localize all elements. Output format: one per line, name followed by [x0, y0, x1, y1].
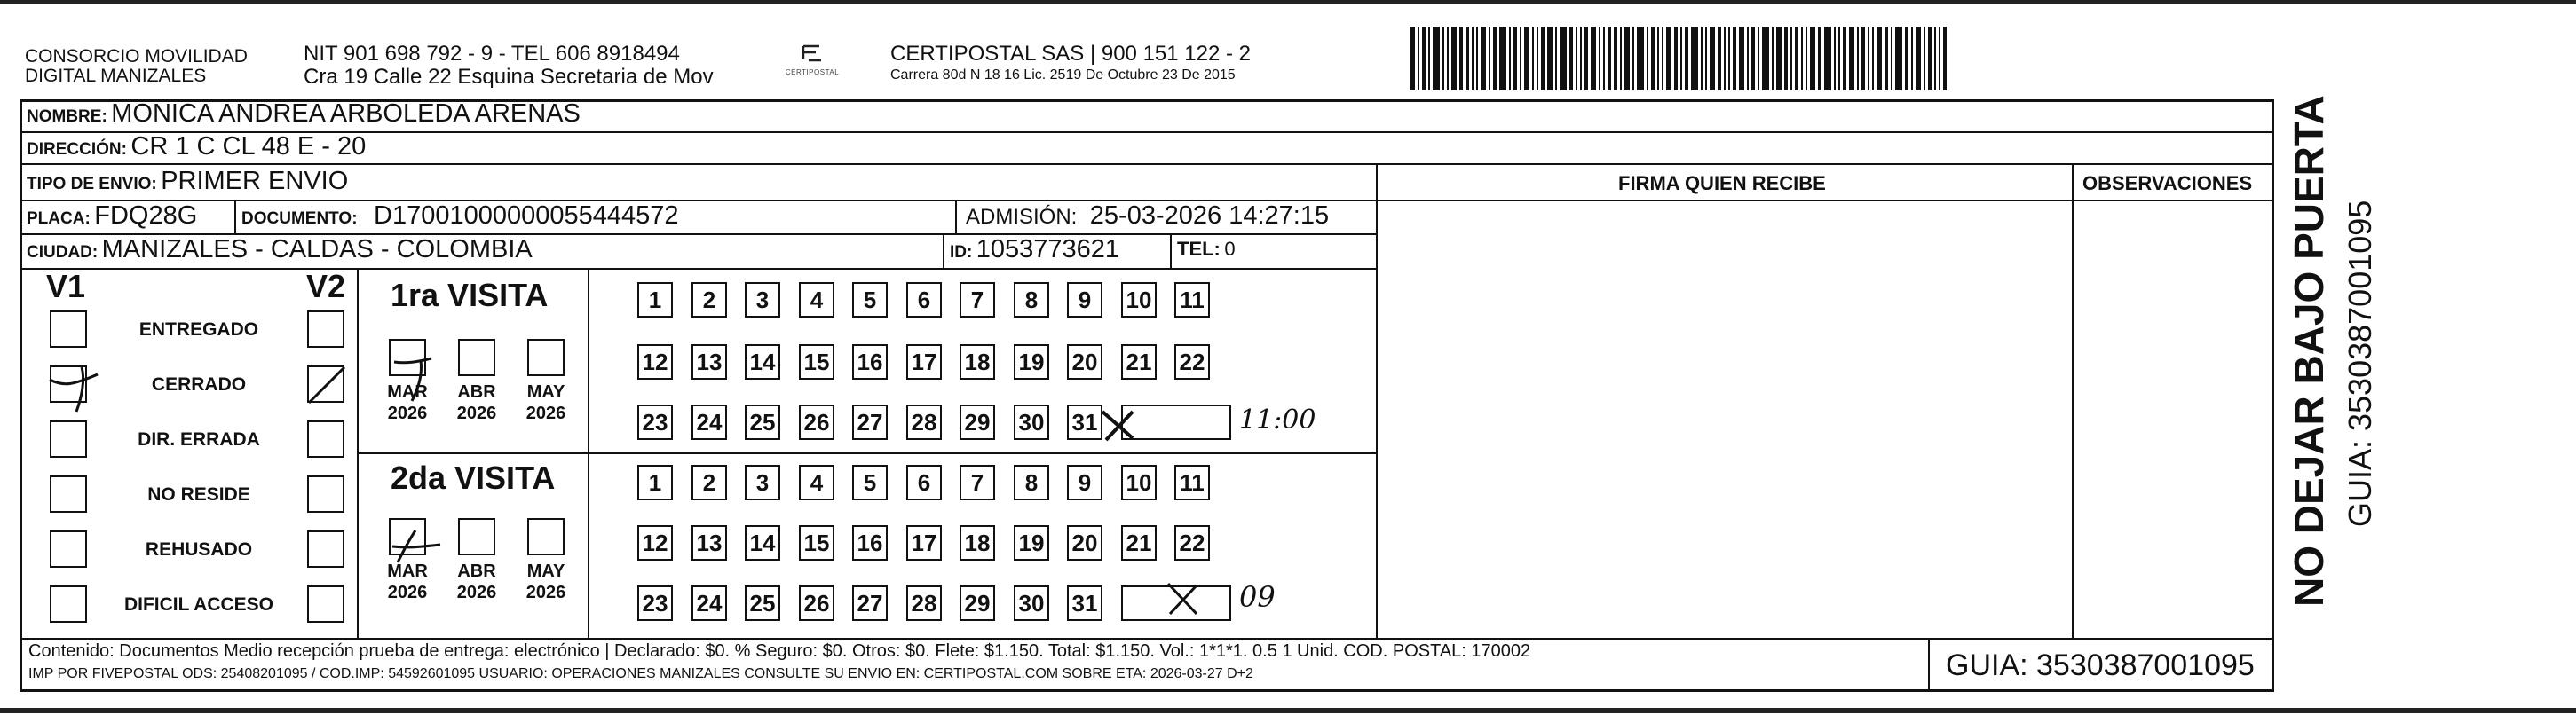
- barcode-bar: [1751, 27, 1755, 90]
- day-box-4[interactable]: 4: [799, 282, 834, 318]
- day-box-3[interactable]: 3: [745, 465, 780, 500]
- month-year: 2026: [456, 583, 497, 602]
- month-checkbox[interactable]: [458, 518, 495, 555]
- side-guia: GUIA: 3530387001095: [2342, 200, 2378, 527]
- day-box-12[interactable]: 12: [637, 344, 673, 380]
- tipo-envio-value: PRIMER ENVIO: [161, 167, 349, 195]
- handwritten-cross-day31: [1163, 578, 1204, 619]
- month-name: ABR: [457, 382, 496, 402]
- month-name: MAR: [387, 382, 428, 402]
- barcode-bar: [1685, 27, 1688, 90]
- barcode-bar: [1422, 27, 1426, 90]
- day-box-24[interactable]: 24: [691, 405, 727, 440]
- tel-cell: [1177, 238, 1236, 261]
- day-box-7[interactable]: 7: [960, 282, 995, 318]
- barcode-bar: [1928, 27, 1932, 90]
- handwritten-check-v2: [305, 364, 350, 408]
- day-box-17[interactable]: 17: [906, 525, 942, 561]
- barcode-bar: [1747, 27, 1749, 90]
- day-box-25[interactable]: 25: [745, 585, 780, 621]
- barcode-bar: [1547, 27, 1553, 90]
- day-box-8[interactable]: 8: [1014, 282, 1049, 318]
- month-checkbox[interactable]: [527, 518, 565, 555]
- day-box-22[interactable]: 22: [1174, 344, 1210, 380]
- barcode-bar: [1614, 27, 1617, 90]
- barcode-bar: [1541, 27, 1545, 90]
- v2-checkbox[interactable]: [307, 420, 344, 458]
- v2-checkbox[interactable]: [307, 585, 344, 623]
- day-box-23[interactable]: 23: [637, 585, 673, 621]
- admision-cell: [966, 201, 1329, 231]
- barcode-bar: [1810, 27, 1815, 90]
- barcode-bar: [1924, 27, 1925, 90]
- day-box-7[interactable]: 7: [960, 465, 995, 500]
- placa-label: PLACA:: [27, 209, 91, 228]
- month-year: 2026: [387, 404, 428, 423]
- day-box-11[interactable]: 11: [1174, 465, 1210, 500]
- day-box-20[interactable]: 20: [1067, 525, 1102, 561]
- barcode-bar: [1418, 27, 1419, 90]
- day-box-16[interactable]: 16: [852, 344, 888, 380]
- barcode-bar: [1532, 27, 1534, 90]
- barcode-bar: [1447, 27, 1449, 90]
- handwritten-mark-month1: [389, 351, 442, 405]
- admision-label: ADMISIÓN:: [966, 205, 1078, 229]
- day-box-2[interactable]: 2: [691, 282, 727, 318]
- day-box-20[interactable]: 20: [1067, 344, 1102, 380]
- day-box-12[interactable]: 12: [637, 525, 673, 561]
- barcode-bar: [1481, 27, 1486, 90]
- barcode-bar: [1861, 27, 1865, 90]
- barcode-bar: [1824, 27, 1831, 90]
- barcode-bar: [1624, 27, 1630, 90]
- carrier-logo: [772, 43, 852, 82]
- barcode-bar: [1599, 27, 1600, 90]
- month-label: [449, 561, 504, 603]
- month-name: ABR: [457, 562, 496, 581]
- day-box-31[interactable]: 31: [1067, 585, 1102, 621]
- barcode-bar: [1580, 27, 1582, 90]
- month-year: 2026: [525, 404, 566, 423]
- barcode-bar: [1569, 27, 1573, 90]
- day-box-17[interactable]: 17: [906, 344, 942, 380]
- day-box-14[interactable]: 14: [745, 525, 780, 561]
- barcode-bar: [1651, 27, 1655, 90]
- barcode-bar: [1872, 27, 1874, 90]
- barcode-bar: [1710, 27, 1715, 90]
- barcode-bar: [1705, 27, 1707, 90]
- barcode-bar: [1801, 27, 1803, 90]
- nombre-row: [27, 99, 581, 129]
- day-box-13[interactable]: 13: [691, 525, 727, 561]
- barcode-bar: [1555, 27, 1557, 90]
- month-checkbox[interactable]: [458, 339, 495, 376]
- day-box-26[interactable]: 26: [799, 585, 834, 621]
- barcode-bar: [1806, 27, 1807, 90]
- barcode-bar: [1895, 27, 1902, 90]
- company-name-line2: DIGITAL MANIZALES: [25, 66, 207, 86]
- month-year: 2026: [456, 404, 497, 423]
- v2-checkbox[interactable]: [307, 475, 344, 513]
- day-box-10[interactable]: 10: [1121, 465, 1157, 500]
- carrier-logo-text: CERTIPOSTAL: [785, 68, 840, 76]
- barcode-bar: [1916, 27, 1921, 90]
- day-box-21[interactable]: 21: [1121, 525, 1157, 561]
- barcode-bar: [1591, 27, 1596, 90]
- day-box-30[interactable]: 30: [1014, 405, 1049, 440]
- day-box-18[interactable]: 18: [960, 344, 995, 380]
- tipo-envio-label: TIPO DE ENVIO:: [27, 175, 157, 193]
- direccion-value: CR 1 C CL 48 E - 20: [130, 132, 367, 161]
- month-label: [518, 561, 573, 603]
- barcode-bar: [1724, 27, 1726, 90]
- v1-checkbox[interactable]: [50, 420, 87, 458]
- day-box-11[interactable]: 11: [1174, 282, 1210, 318]
- barcode-bar: [1718, 27, 1721, 90]
- barcode-bar: [1838, 27, 1840, 90]
- admision-value: 25-03-2026 14:27:15: [1089, 201, 1330, 230]
- nombre-value: MONICA ANDREA ARBOLEDA ARENAS: [111, 99, 581, 128]
- day-box-27[interactable]: 27: [852, 585, 888, 621]
- visit2-title: 2da VISITA: [391, 460, 556, 496]
- v1-checkbox[interactable]: [50, 310, 87, 348]
- day-box-22[interactable]: 22: [1174, 525, 1210, 561]
- day-box-28[interactable]: 28: [906, 405, 942, 440]
- barcode-bar: [1905, 27, 1908, 90]
- visit1-title: 1ra VISITA: [391, 277, 549, 313]
- barcode-bar: [1868, 27, 1869, 90]
- barcode-bar: [1843, 27, 1846, 90]
- barcode-bar: [1442, 27, 1444, 90]
- day-box-23[interactable]: 23: [637, 405, 673, 440]
- top-edge: [0, 0, 2576, 4]
- barcode-bar: [1818, 27, 1821, 90]
- barcode-bar: [1701, 27, 1703, 90]
- barcode-bar: [1776, 27, 1782, 90]
- barcode-bar: [1459, 27, 1463, 90]
- barcode-bar: [1739, 27, 1744, 90]
- tel-label: TEL:: [1177, 238, 1221, 260]
- day-box-15[interactable]: 15: [799, 344, 834, 380]
- carrier-logo-icon: [794, 43, 830, 64]
- barcode-bar: [1513, 27, 1517, 90]
- id-cell: [950, 235, 1119, 264]
- month-name: MAY: [526, 562, 565, 581]
- ciudad-cell: [27, 235, 533, 264]
- month-checkbox[interactable]: [527, 339, 565, 376]
- day-box-3[interactable]: 3: [745, 282, 780, 318]
- v2-checkbox[interactable]: [307, 310, 344, 348]
- barcode-bar: [1476, 27, 1478, 90]
- day-box-2[interactable]: 2: [691, 465, 727, 500]
- day-box-28[interactable]: 28: [906, 585, 942, 621]
- status-option-label: CERRADO: [151, 374, 247, 395]
- barcode-bar: [1472, 27, 1474, 90]
- company-name-line1: CONSORCIO MOVILIDAD: [25, 46, 248, 67]
- side-warning: NO DEJAR BAJO PUERTA: [2286, 95, 2332, 607]
- footer-guia: GUIA: 3530387001095: [1946, 648, 2255, 682]
- barcode-bar: [1934, 27, 1936, 90]
- day-box-16[interactable]: 16: [852, 525, 888, 561]
- nombre-label: NOMBRE:: [27, 107, 107, 126]
- barcode-bar: [1632, 27, 1634, 90]
- month-name: MAR: [387, 562, 428, 581]
- month-label: [518, 381, 573, 424]
- barcode-bar: [1603, 27, 1605, 90]
- day-box-31[interactable]: 31: [1067, 405, 1102, 440]
- barcode-bar: [1772, 27, 1774, 90]
- handwritten-time-visit2: 09: [1239, 580, 1276, 614]
- day-box-13[interactable]: 13: [691, 344, 727, 380]
- day-box-1[interactable]: 1: [637, 282, 673, 318]
- ciudad-value: MANIZALES - CALDAS - COLOMBIA: [101, 235, 533, 263]
- placa-cell: [27, 201, 197, 231]
- day-box-4[interactable]: 4: [799, 465, 834, 500]
- day-box-18[interactable]: 18: [960, 525, 995, 561]
- direccion-label: DIRECCIÓN:: [27, 140, 127, 159]
- barcode-bar: [1466, 27, 1469, 90]
- barcode-bar: [1877, 27, 1882, 90]
- nit-line: NIT 901 698 792 - 9 - TEL 606 8918494: [304, 42, 680, 66]
- day-box-6[interactable]: 6: [906, 465, 942, 500]
- barcode-bar: [1509, 27, 1511, 90]
- handwritten-cross-day30: [1097, 405, 1138, 445]
- tipo-envio-row: [27, 167, 348, 196]
- day-box-9[interactable]: 9: [1067, 282, 1102, 318]
- day-box-27[interactable]: 27: [852, 405, 888, 440]
- handwritten-time-visit1: 11:00: [1239, 405, 1316, 436]
- obs-divider: [2072, 163, 2074, 638]
- barcode-bar: [1637, 27, 1644, 90]
- v1-header: V1: [46, 268, 86, 304]
- barcode-bar: [1524, 27, 1529, 90]
- barcode-bar: [1691, 27, 1698, 90]
- barcode-bar: [1410, 27, 1415, 90]
- direccion-row: [27, 132, 366, 161]
- barcode-bar: [1489, 27, 1490, 90]
- barcode-bar: [1680, 27, 1682, 90]
- day-box-29[interactable]: 29: [960, 405, 995, 440]
- day-box-5[interactable]: 5: [852, 282, 888, 318]
- firma-divider: [1376, 163, 1378, 638]
- barcode-bar: [1584, 27, 1588, 90]
- month-year: 2026: [525, 583, 566, 602]
- barcode-bar: [1608, 27, 1611, 90]
- barcode-bar: [1911, 27, 1913, 90]
- month-name: MAY: [526, 382, 565, 402]
- footer-line1: Contenido: Documentos Medio recepción prueba de entrega: electrónico | Declarado: $0. % Seguro: $0. Otros: $0. Flete: $1.150. Total: $1.150. Vol.: 1*1*1. 0.5 1 Unid. COD. POSTAL: 170002: [28, 641, 1531, 661]
- day-box-24[interactable]: 24: [691, 585, 727, 621]
- status-option-label: DIFICIL ACCESO: [123, 594, 273, 615]
- barcode-bar: [1674, 27, 1678, 90]
- barcode-bar: [1620, 27, 1622, 90]
- carrier-line2: Carrera 80d N 18 16 Lic. 2519 De Octubre 23 De 2015: [890, 67, 1236, 82]
- barcode: [1410, 27, 2100, 90]
- day-box-25[interactable]: 25: [745, 405, 780, 440]
- status-option-label: NO RESIDE: [147, 484, 250, 505]
- day-box-8[interactable]: 8: [1014, 465, 1049, 500]
- status-option-label: ENTREGADO: [138, 319, 259, 340]
- day-box-15[interactable]: 15: [799, 525, 834, 561]
- day-box-30[interactable]: 30: [1014, 585, 1049, 621]
- firma-header: FIRMA QUIEN RECIBE: [1618, 172, 1826, 194]
- v2-checkbox[interactable]: [307, 530, 344, 568]
- handwritten-mark-month2: [389, 527, 442, 571]
- address-line: Cra 19 Calle 22 Esquina Secretaria de Mov: [304, 65, 714, 89]
- barcode-bar: [1499, 27, 1506, 90]
- carrier-line1: CERTIPOSTAL SAS | 900 151 122 - 2: [890, 42, 1251, 66]
- barcode-bar: [1939, 27, 1940, 90]
- barcode-bar: [1576, 27, 1577, 90]
- barcode-bar: [1733, 27, 1736, 90]
- barcode-bar: [1728, 27, 1730, 90]
- barcode-bar: [1493, 27, 1497, 90]
- day-box-1[interactable]: 1: [637, 465, 673, 500]
- month-label: [449, 381, 504, 424]
- day-box-6[interactable]: 6: [906, 282, 942, 318]
- id-label: ID:: [950, 243, 973, 262]
- day-box-14[interactable]: 14: [745, 344, 780, 380]
- barcode-bar: [1520, 27, 1521, 90]
- day-box-19[interactable]: 19: [1014, 344, 1049, 380]
- barcode-bar: [1857, 27, 1859, 90]
- barcode-bar: [1428, 27, 1430, 90]
- barcode-bar: [1657, 27, 1659, 90]
- barcode-bar: [1762, 27, 1769, 90]
- barcode-bar: [1834, 27, 1836, 90]
- barcode-bar: [1885, 27, 1888, 90]
- barcode-bar: [1758, 27, 1759, 90]
- handwritten-check-v1: [46, 362, 108, 415]
- month-year: 2026: [387, 583, 428, 602]
- placa-value: FDQ28G: [94, 201, 198, 230]
- barcode-bar: [1790, 27, 1792, 90]
- day-box-9[interactable]: 9: [1067, 465, 1102, 500]
- tel-value: 0: [1224, 238, 1236, 260]
- v1-checkbox[interactable]: [50, 475, 87, 513]
- barcode-bar: [1666, 27, 1671, 90]
- barcode-bar: [1784, 27, 1788, 90]
- barcode-bar: [1662, 27, 1663, 90]
- day-box-10[interactable]: 10: [1121, 282, 1157, 318]
- barcode-bar: [1433, 27, 1440, 90]
- barcode-bar: [1560, 27, 1567, 90]
- barcode-bar: [1647, 27, 1648, 90]
- day-box-26[interactable]: 26: [799, 405, 834, 440]
- documento-label: DOCUMENTO:: [241, 209, 358, 228]
- day-box-5[interactable]: 5: [852, 465, 888, 500]
- bottom-edge: [0, 708, 2576, 713]
- barcode-bar: [1891, 27, 1892, 90]
- status-option-label: DIR. ERRADA: [138, 429, 260, 450]
- ciudad-label: CIUDAD:: [27, 243, 99, 262]
- footer-line2: IMP POR FIVEPOSTAL ODS: 25408201095 / COD.IMP: 54592601095 USUARIO: OPERACIONES MANIZALES CONSULTE SU ENVIO EN: CERTIPOSTAL.COM SOBRE ETA: 2026-03-27 D+2: [28, 666, 1253, 681]
- v1-checkbox[interactable]: [50, 530, 87, 568]
- barcode-bar: [1849, 27, 1854, 90]
- documento-value: D17001000000055444572: [374, 201, 679, 230]
- day-box-21[interactable]: 21: [1121, 344, 1157, 380]
- v1-checkbox[interactable]: [50, 585, 87, 623]
- barcode-bar: [1795, 27, 1798, 90]
- id-value: 1053773621: [976, 235, 1120, 263]
- status-option-label: REHUSADO: [145, 539, 253, 560]
- documento-cell: [241, 201, 679, 231]
- v2-header: V2: [306, 268, 346, 304]
- day-box-29[interactable]: 29: [960, 585, 995, 621]
- barcode-bar: [1537, 27, 1538, 90]
- day-box-19[interactable]: 19: [1014, 525, 1049, 561]
- barcode-bar: [1943, 27, 1947, 90]
- observaciones-header: OBSERVACIONES: [2082, 172, 2253, 194]
- barcode-bar: [1451, 27, 1457, 90]
